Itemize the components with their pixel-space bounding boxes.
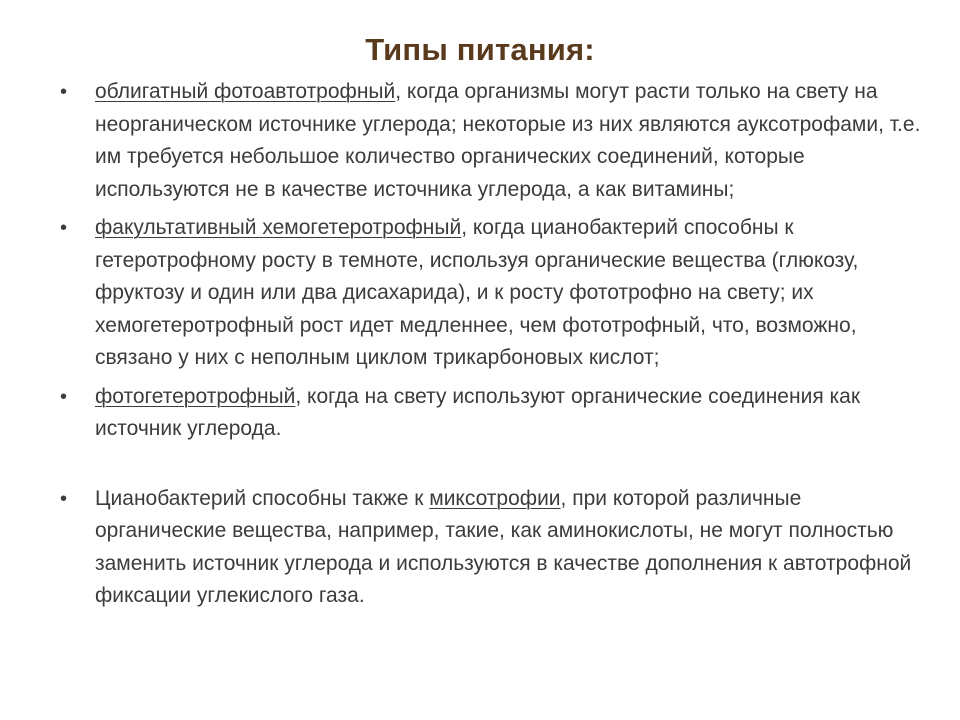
bullet-dot-icon: • — [60, 217, 68, 239]
bullet-item-obligate-photoautotroph — [60, 76, 922, 206]
bullet-text-lead: Цианобактерий способны также к — [95, 486, 430, 510]
slide-title: Типы питания: — [365, 32, 595, 67]
term-photoheterotroph: фотогетеротрофный — [95, 384, 296, 408]
bullet-dot-icon: • — [60, 81, 68, 103]
bullet-dot-icon: • — [60, 487, 68, 510]
bullet-text: , когда на свету используют органические соединения как источник углерода. — [95, 384, 861, 440]
bullet-text: , при которой различные органические вещества, например, такие, как аминокислоты, не могут полностью заменить источник углерода и используются в качестве дополнения к автотрофной фиксации углекислого газа. — [95, 486, 912, 607]
term-facultative-chemoheterotroph: факультативный хемогетеротрофный — [95, 216, 462, 239]
term-mixotrophy: миксотрофии — [429, 486, 561, 510]
term-obligate-photoautotroph: облигатный фотоавтотрофный — [95, 80, 396, 103]
bullet-item-mixotrophy — [60, 483, 922, 613]
bullet-list — [60, 76, 922, 613]
bullet-item-facultative-chemoheterotroph — [60, 212, 922, 375]
bullet-item-photoheterotroph — [60, 381, 922, 446]
bullet-dot-icon: • — [60, 385, 68, 408]
bullet-text: , когда организмы могут расти только на свету на неорганическом источнике углерода; некоторые из них являются ауксотрофами, т.е. им требуется небольшое количество органических соединений, которые используются не в качестве источника углерода, а как витамины; — [95, 80, 921, 201]
bullet-text: , когда цианобактерий способны к гетеротрофному росту в темноте, используя органические вещества (глюкозу, фруктозу и один или два дисахарида), и к росту фототрофно на свету; их хемогетеротрофный рост идет медленнее, чем фототрофный, что, возможно, связано у них с неполным циклом трикарбоновых кислот; — [95, 216, 859, 369]
